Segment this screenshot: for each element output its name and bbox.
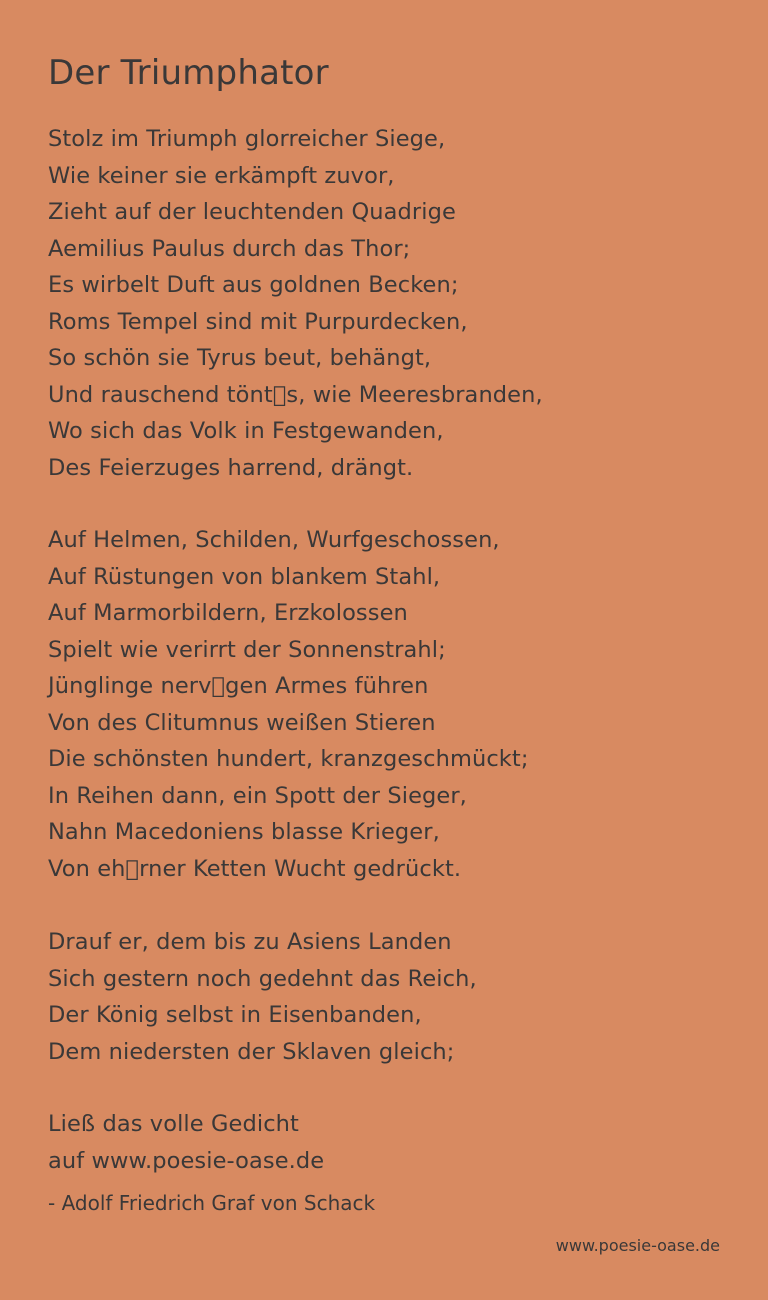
poem-line: Wo sich das Volk in Festgewanden, xyxy=(48,418,444,444)
poem-line: Es wirbelt Duft aus goldnen Becken; xyxy=(48,272,459,298)
poem-line: Von eh rner Ketten Wucht gedrückt. xyxy=(48,855,462,882)
stanza-2 xyxy=(48,522,529,887)
poem-line: Die schönsten hundert, kranzgeschmückt; xyxy=(48,746,529,772)
poem-line: Zieht auf der leuchtenden Quadrige xyxy=(48,199,456,225)
full-poem-promo xyxy=(48,1106,324,1180)
poem-line: Wie keiner sie erkämpft zuvor, xyxy=(48,162,395,189)
poem-line: Dem niedersten der Sklaven gleich; xyxy=(48,1038,455,1065)
author-credit: - Adolf Friedrich Graf von Schack xyxy=(48,1191,376,1215)
poem-title: Der Triumphator xyxy=(48,53,329,93)
promo-line: auf www.poesie-oase.de xyxy=(48,1148,325,1174)
poem-line: Roms Tempel sind mit Purpurdecken, xyxy=(48,308,468,335)
promo-line: Ließ das volle Gedicht xyxy=(48,1111,299,1137)
poem-line: Stolz im Triumph glorreicher Siege, xyxy=(48,126,446,152)
stanza-1 xyxy=(48,121,543,486)
poem-line: Nahn Macedoniens blasse Krieger, xyxy=(48,819,440,845)
poem-line: Des Feierzuges harrend, drängt. xyxy=(48,454,414,481)
poem-line: Und rauschend tönt s, wie Meeresbranden, xyxy=(48,381,543,408)
poem-line: Jünglinge nerv gen Armes führen xyxy=(48,673,429,699)
footer-website-url: www.poesie-oase.de xyxy=(555,1236,720,1255)
poem-line: Von des Clitumnus weißen Stieren xyxy=(48,709,436,736)
poem-line: Sich gestern noch gedehnt das Reich, xyxy=(48,965,477,992)
poem-line: Der König selbst in Eisenbanden, xyxy=(48,1002,422,1028)
poem-line: Aemilius Paulus durch das Thor; xyxy=(48,235,411,262)
poem-line: Drauf er, dem bis zu Asiens Landen xyxy=(48,929,452,955)
poem-line: Auf Rüstungen von blankem Stahl, xyxy=(48,563,441,590)
poem-line: Auf Marmorbildern, Erzkolossen xyxy=(48,600,408,626)
stanza-3 xyxy=(48,924,477,1070)
poem-line: Auf Helmen, Schilden, Wurfgeschossen, xyxy=(48,527,500,553)
poem-line: So schön sie Tyrus beut, behängt, xyxy=(48,345,432,371)
poem-line: In Reihen dann, ein Spott der Sieger, xyxy=(48,782,467,809)
poem-line: Spielt wie verirrt der Sonnenstrahl; xyxy=(48,636,446,663)
